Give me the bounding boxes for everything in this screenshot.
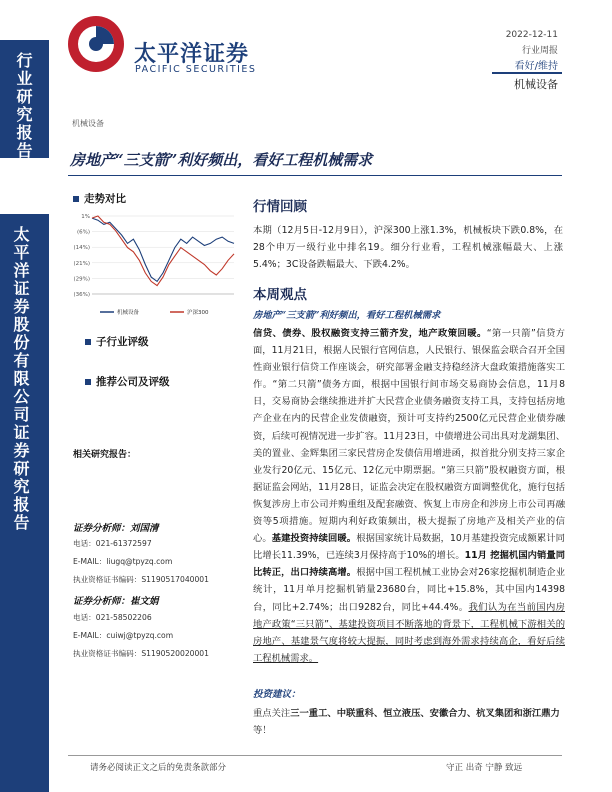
market-review-heading: 行情回顾 — [253, 199, 307, 215]
invest-prefix: 重点关注 — [253, 708, 291, 719]
page-title: 房地产“三支箭”利好频出，看好工程机械需求 — [70, 151, 373, 169]
trend-heading-label: 走势对比 — [84, 193, 126, 205]
footer-disclaimer: 请务必阅读正文之后的免责条款部分 — [90, 763, 227, 773]
investment-advice-heading: 投资建议： — [253, 689, 301, 700]
chart-y-tick-label: (36%) — [73, 292, 90, 298]
logo-text-cn: 太平洋证券 — [134, 42, 250, 67]
breadcrumb: 机械设备 — [72, 119, 104, 128]
analyst-2-phone: 电话：021-58502206 — [73, 613, 152, 622]
company-heading-label: 推荐公司及评级 — [96, 376, 170, 388]
infra-lead: 基建投资持续回暖。 — [271, 533, 357, 545]
industry-name: 机械设备 — [514, 78, 558, 91]
title-divider — [68, 175, 562, 176]
footer-divider — [68, 755, 562, 756]
outlook-text: 我们认为在当前国内房地产政策“三只箭”、基建投资项目不断落地的背景下，工程机械下游相关的房地产、基建景气度将较大提振，同时考虑到海外需求持续高企，看好后续工程机械需求。 — [253, 601, 565, 664]
policy-lead: 信贷、债券、股权融资支持三箭齐发，地产政策回暖。 — [253, 328, 487, 339]
recommended-companies-heading — [85, 374, 170, 389]
analyst-2-name: 证券分析师：崔文娟 — [73, 596, 159, 607]
company-logo-icon — [66, 14, 126, 74]
trend-section-heading — [73, 191, 126, 206]
subindustry-rating-heading — [85, 334, 149, 349]
square-bullet-icon — [85, 339, 91, 345]
logo-text-en: PACIFIC SECURITIES — [135, 64, 257, 75]
invest-companies: 三一重工、中联重科、恒立液压、安徽合力、杭叉集团和浙江鼎力 — [290, 708, 560, 719]
chart-y-tick-label: (14%) — [73, 245, 90, 252]
investment-advice-body — [253, 705, 565, 739]
analyst-1-email[interactable]: E-MAIL：liugq@tpyzq.com — [73, 557, 173, 566]
rating-heading-label: 子行业评级 — [96, 336, 149, 348]
sidebar-report-category: 行业研究报告 — [14, 52, 33, 160]
analyst-2-email[interactable]: E-MAIL：cuiwj@tpyzq.com — [73, 631, 174, 640]
weekly-view-subheading: 房地产“三支箭”利好频出，看好工程机械需求 — [253, 310, 441, 321]
sidebar-company-name: 太平洋证券股份有限公司证券研究报告 — [11, 226, 30, 532]
square-bullet-icon — [85, 379, 91, 385]
report-type: 行业周报 — [521, 46, 558, 56]
excavator-lead: 11月 挖掘机国内销量同比转正，出口持续高增。 — [253, 550, 565, 579]
market-review-body: 本期（12月5日-12月9日），沪深300上涨1.3%，机械板块下跌0.8%，在28个申万一级行业中排名19。细分行业看，工程机械涨幅最大、上涨5.4%；3C设备跌幅最大、下跌4.2%。 — [253, 225, 563, 270]
square-bullet-icon — [73, 196, 79, 202]
analyst-1-cert: 执业资格证书编码：S1190517040001 — [73, 575, 209, 584]
chart-y-tick-label: (21%) — [73, 260, 90, 267]
chart-legend-label: 机械设备 — [117, 310, 140, 316]
related-reports-heading: 相关研究报告： — [73, 450, 137, 460]
chart-y-tick-label: (6%) — [76, 229, 90, 236]
report-date: 2022-12-11 — [505, 30, 558, 40]
policy-text: “第一只箭”信贷方面，11月21日，根据人民银行官网信息，人民银行、银保监会联合召开全国性商业银行信贷工作座谈会，研究部署金融支持稳经济大盘政策措施落实工作。“第二只箭”债务方面，根据中国银行间市场交易商协会信息，11月8日，交易商协会继续推进并扩大民营企业债务融资支持工具，支持包括房地产企业在内的民营企业发债融资，预计可支持约2500亿元民营企业债券融资，后续可视情况进一步扩容。11月23日，中债增进公司出具对龙湖集团、美的置业、金辉集团三家民营房企发债信用增进函，拟首批分别支持三家企业发行20亿元、15亿元、12亿元中期票据。“第三只箭”股权融资方面，根据证监会网站，11月28日，证监会决定在股权融资方面调整优化，施行包括恢复涉房上市公司并购重组及配套融资、恢复上市房企和涉房上市公司再融资等5项措施。短期内利好政策频出，极大提振了房地产及相关产业的信心。 — [253, 328, 565, 545]
header-divider — [492, 72, 562, 74]
industry-rating: 看好/维持 — [514, 61, 558, 72]
chart-legend-label: 沪深300 — [187, 310, 209, 316]
excavator-text: 根据中国工程机械工业协会对26家挖掘机制造企业统计，11月单月挖掘机销量23680台，同比+15.8%，其中国内14398台，同比+2.74%；出口9282台，同比+44.4%。 — [253, 567, 565, 613]
weekly-view-body — [253, 325, 565, 667]
invest-suffix: 等！ — [253, 725, 272, 736]
footer-motto: 守正 出奇 宁静 致远 — [446, 763, 523, 773]
weekly-view-heading: 本周观点 — [253, 287, 307, 303]
analyst-1-phone: 电话：021-61372597 — [73, 539, 152, 548]
chart-background — [70, 208, 240, 322]
analyst-2-cert: 执业资格证书编码：S1190520020001 — [73, 649, 209, 658]
analyst-1-name: 证券分析师：刘国清 — [73, 523, 159, 534]
infra-text: 根据国家统计局数据，10月基建投资完成额累计同比增长11.39%，已连续3月保持高于10%的增长。 — [253, 533, 565, 562]
trend-chart — [70, 208, 240, 322]
chart-y-tick-label: (29%) — [73, 276, 90, 283]
chart-y-tick-label: 1% — [81, 214, 90, 220]
